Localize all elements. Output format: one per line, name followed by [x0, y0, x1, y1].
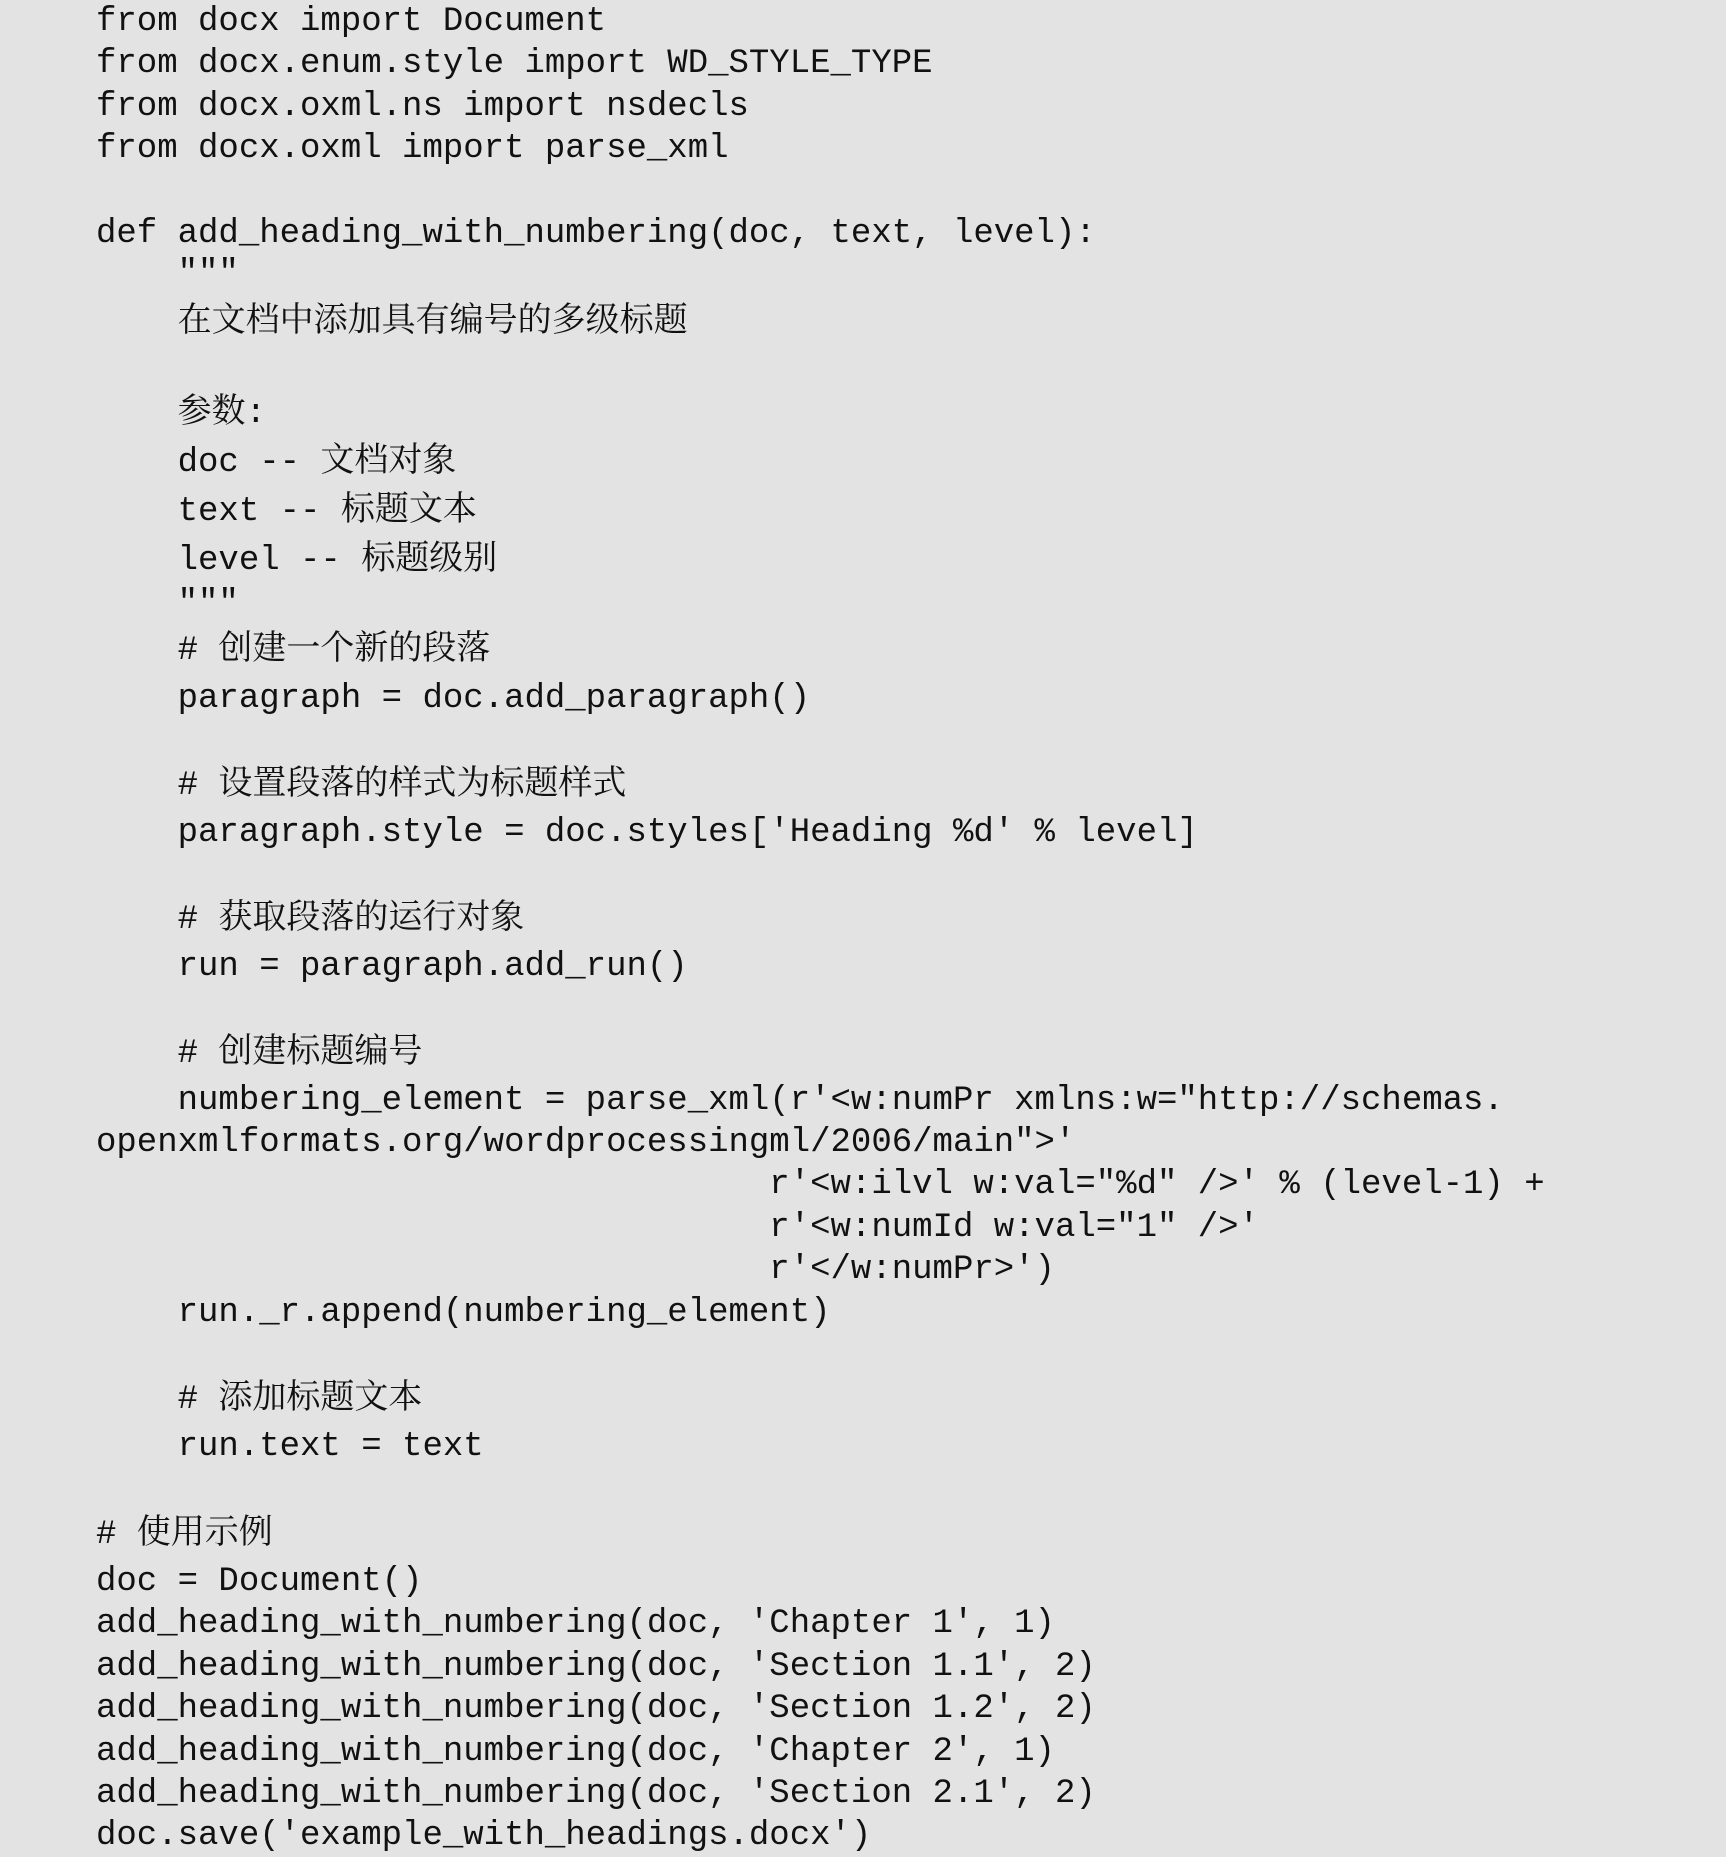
code-line-18: # 设置段落的样式为标题样式 [96, 767, 627, 805]
code-line-41: add_heading_with_numbering(doc, 'Section 2.1', 2) [96, 1775, 1096, 1813]
code-line-13: level -- 标题级别 [96, 542, 498, 580]
code-line-35: # 使用示例 [96, 1516, 273, 1554]
code-line-16: paragraph = doc.add_paragraph() [96, 680, 811, 718]
code-line-7: """ [96, 255, 239, 293]
code-line-10: 参数: [96, 395, 267, 433]
code-line-36: doc = Document() [96, 1563, 423, 1601]
code-line-3: from docx.oxml.ns import nsdecls [96, 88, 749, 126]
code-line-29: r'</w:numPr>') [96, 1251, 1055, 1289]
code-line-4: from docx.oxml import parse_xml [96, 130, 729, 168]
code-line-19: paragraph.style = doc.styles['Heading %d' % level] [96, 814, 1198, 852]
code-line-32: # 添加标题文本 [96, 1381, 423, 1419]
code-line-14: """ [96, 585, 239, 623]
code-line-21: # 获取段落的运行对象 [96, 901, 525, 939]
code-line-8: 在文档中添加具有编号的多级标题 [96, 304, 688, 342]
code-line-24: # 创建标题编号 [96, 1035, 423, 1073]
code-line-26: openxmlformats.org/wordprocessingml/2006/main">' [96, 1124, 1076, 1162]
code-line-37: add_heading_with_numbering(doc, 'Chapter 1', 1) [96, 1605, 1055, 1643]
code-line-40: add_heading_with_numbering(doc, 'Chapter 2', 1) [96, 1733, 1055, 1771]
code-line-28: r'<w:numId w:val="1" />' [96, 1209, 1259, 1247]
code-line-15: # 创建一个新的段落 [96, 632, 491, 670]
code-line-27: r'<w:ilvl w:val="%d" />' % (level-1) + [96, 1166, 1545, 1204]
code-line-12: text -- 标题文本 [96, 493, 477, 531]
code-line-6: def add_heading_with_numbering(doc, text, level): [96, 215, 1096, 253]
code-line-25: numbering_element = parse_xml(r'<w:numPr xmlns:w="http://schemas. [96, 1082, 1504, 1120]
code-line-38: add_heading_with_numbering(doc, 'Section 1.1', 2) [96, 1648, 1096, 1686]
code-line-11: doc -- 文档对象 [96, 444, 457, 482]
code-line-42: doc.save('example_with_headings.docx') [96, 1817, 872, 1855]
code-line-2: from docx.enum.style import WD_STYLE_TYPE [96, 45, 933, 83]
code-line-1: from docx import Document [96, 3, 607, 41]
code-line-22: run = paragraph.add_run() [96, 948, 688, 986]
code-line-39: add_heading_with_numbering(doc, 'Section 1.2', 2) [96, 1690, 1096, 1728]
code-line-33: run.text = text [96, 1428, 484, 1466]
code-line-30: run._r.append(numbering_element) [96, 1294, 831, 1332]
